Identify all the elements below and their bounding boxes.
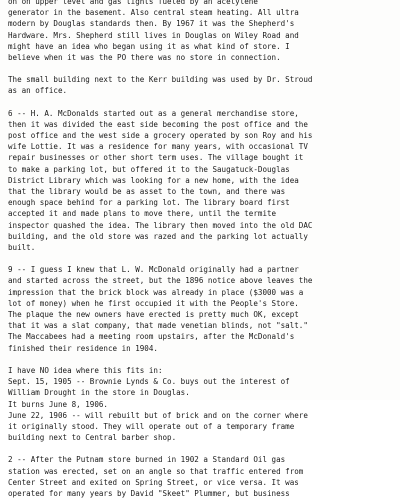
text-line: Sept. 15, 1905 -- Brownie Lynds & Co. buys out the interest of: [8, 377, 290, 387]
text-line: finished their residence in 1904.: [8, 343, 158, 353]
text-line: and started across the street, but the 1896 notice above leaves the: [8, 276, 313, 286]
text-line: modern by Douglas standards then. By 1967 it was the Shepherd's: [8, 19, 295, 29]
text-line: District Library which was looking for a new home, with the idea: [8, 175, 299, 185]
text-line: 6 -- H. A. McDonalds started out as a general merchandise store,: [8, 108, 299, 118]
text-line: then it was divided the east side becoming the post office and the: [8, 119, 308, 129]
text-line: inspector quashed the idea. The library then moved into the old DAC: [8, 220, 313, 230]
text-line: building next to Central barber shop.: [8, 433, 177, 443]
text-line: operated for many years by David "Skeet" Plummer, but business: [8, 488, 290, 498]
text-line: Center Street and exited on Spring Street, or vice versa. It was: [8, 477, 299, 487]
text-line: to make a parking lot, but offered it to the Saugatuck-Douglas: [8, 164, 290, 174]
text-line: that it was a slat company, that made venetian blinds, not "salt.": [8, 321, 308, 331]
text-line: as an office.: [8, 86, 68, 96]
text-line: it originally stood. They will operate out of a temporary frame: [8, 421, 295, 431]
text-line: June 22, 1906 -- will rebuilt but of brick and on the corner where: [8, 410, 308, 420]
text-line: that the library would be as asset to the town, and there was: [8, 187, 286, 197]
text-line: believe when it was the PO there was no store in connection.: [8, 53, 281, 63]
text-line: The plaque the new owners have erected is pretty much OK, except: [8, 310, 299, 320]
text-line: I have NO idea where this fits in:: [8, 365, 163, 375]
text-line: The Maccabees had a meeting room upstairs, after the McDonald's: [8, 332, 295, 342]
text-line: lot of money) when he first occupied it with the People's Store.: [8, 298, 299, 308]
text-line: 2 -- After the Putnam store burned in 1902 a Standard Oil gas: [8, 455, 286, 465]
paragraph-shepherd-hardware: [8, 0, 396, 63]
document-body: [8, 0, 396, 499]
text-line: generator in the basement. Also central steam heating. All ultra: [8, 8, 299, 18]
text-line: repair businesses or other short term uses. The village bought it: [8, 153, 304, 163]
paragraph-item-2-standard-oil: [8, 454, 396, 499]
text-line: 9 -- I guess I knew that L. W. McDonald originally had a partner: [8, 265, 299, 275]
text-line: Hardware. Mrs. Shepherd still lives in Douglas on Wiley Road and: [8, 30, 299, 40]
text-line: accepted it and made plans to move there, until the termite: [8, 209, 277, 219]
text-line: building, and the old store was razed and the parking lot actually: [8, 231, 308, 241]
paragraph-item-6-mcdonalds: [8, 108, 396, 254]
text-line: wife Lottie. It was a residence for many years, with occasional TV: [8, 142, 308, 152]
text-line: might have an idea who began using it as what kind of store. I: [8, 41, 290, 51]
paragraph-brownie-lynds-notes: [8, 365, 396, 443]
paragraph-item-9-peoples-store: [8, 264, 396, 354]
text-line: station was erected, set on an angle so that traffic entered from: [8, 466, 304, 476]
text-line: on on upper level and gas lights fueled by an acetylene: [8, 0, 258, 6]
text-line: It burns June 8, 1906.: [8, 399, 108, 409]
paragraph-dr-stroud-office: [8, 74, 396, 96]
text-line: post office and the west side a grocery operated by son Roy and his: [8, 131, 313, 141]
text-line: enough space behind for a parking lot. The library board first: [8, 198, 290, 208]
text-line: The small building next to the Kerr building was used by Dr. Stroud: [8, 75, 313, 85]
text-line: impression that the brick block was already in place ($3000 was a: [8, 287, 304, 297]
text-line: built.: [8, 243, 36, 253]
text-line: William Drought in the store in Douglas.: [8, 388, 190, 398]
